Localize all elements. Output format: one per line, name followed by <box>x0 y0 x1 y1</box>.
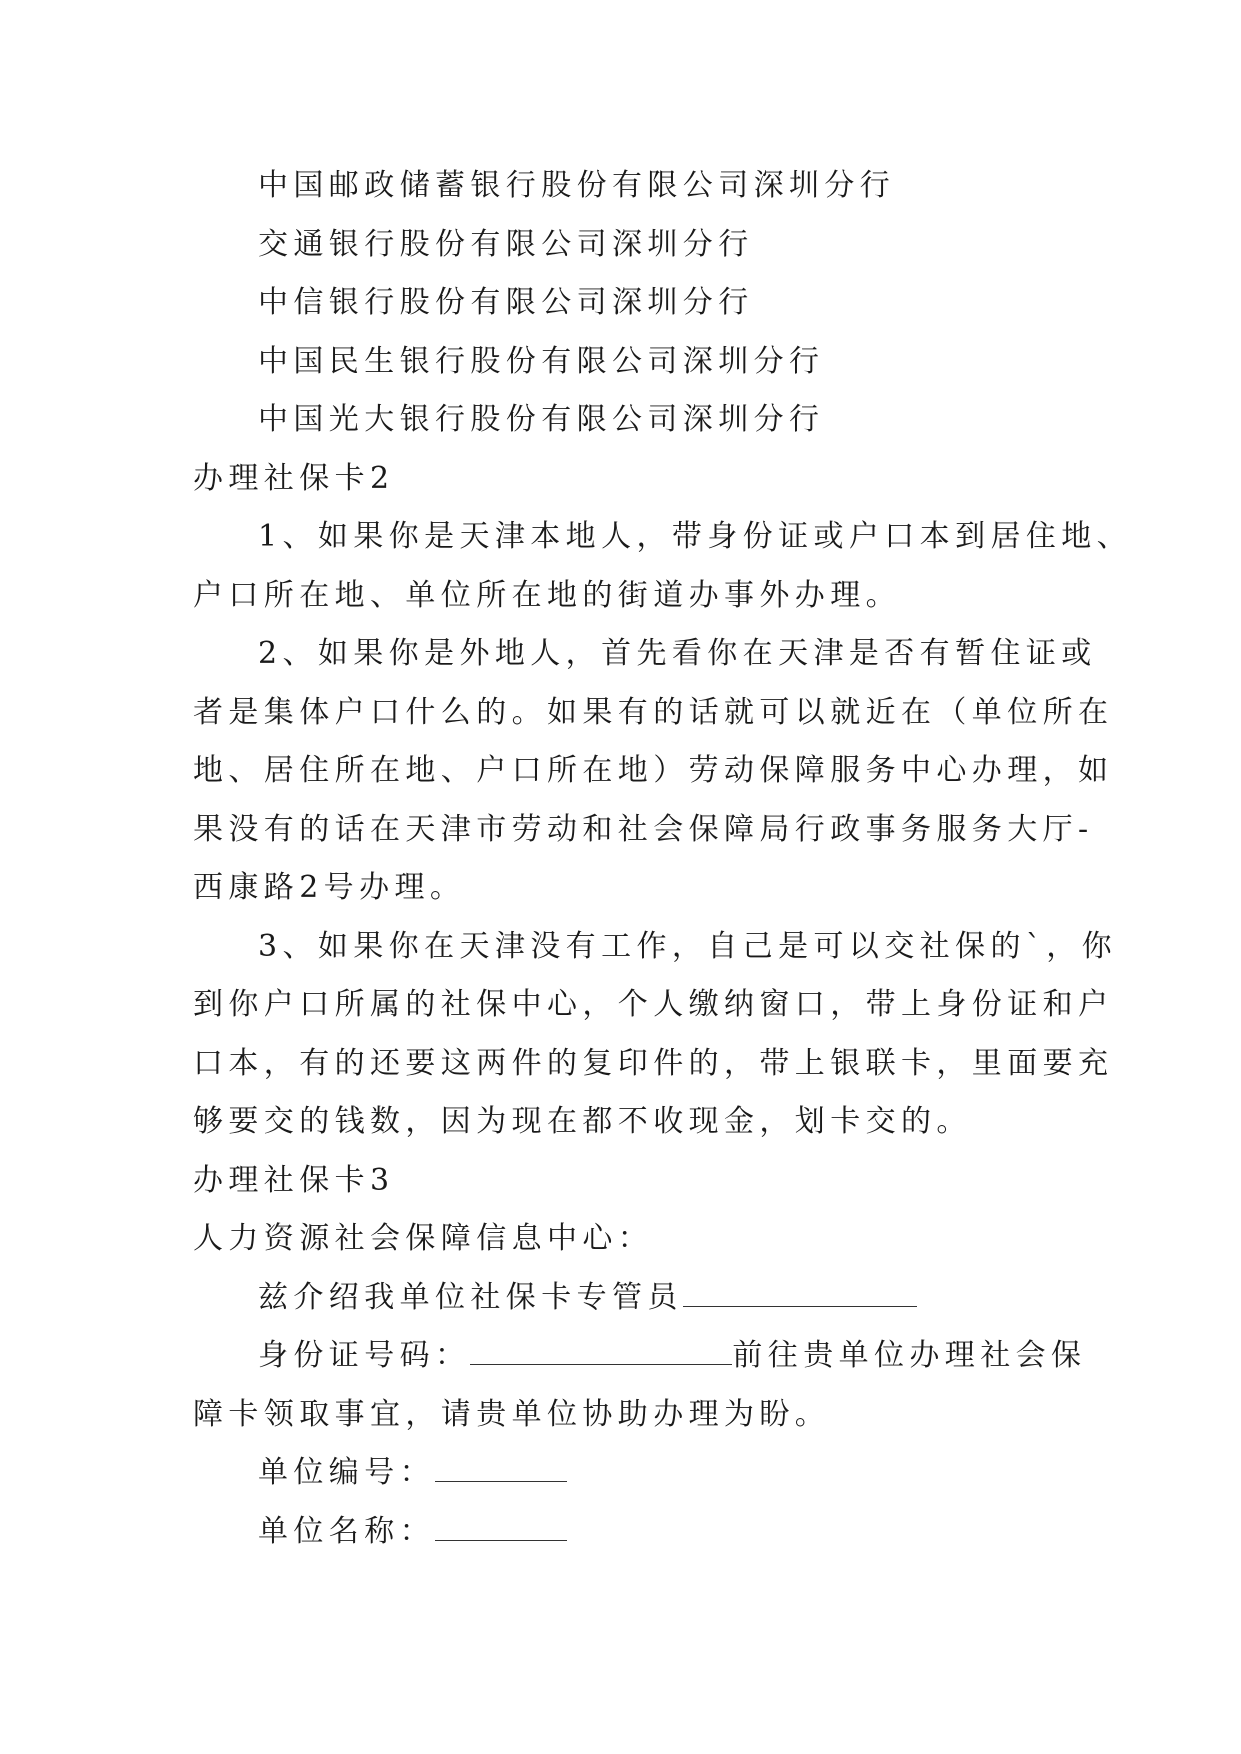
bank-name: 中国民生银行股份有限公司深圳分行 <box>258 343 825 379</box>
id-number-blank <box>470 1363 732 1365</box>
document-body <box>193 157 1133 1561</box>
unit-number-line <box>193 1444 1053 1503</box>
letter-salutation: 人力资源社会保障信息中心： <box>193 1221 654 1256</box>
id-number-line <box>193 1327 1087 1386</box>
paragraph-line: 够要交的钱数，因为现在都不收现金，划卡交的。 <box>193 1104 972 1139</box>
bank-name: 交通银行股份有限公司深圳分行 <box>258 226 754 262</box>
unit-name-label: 单位名称： <box>258 1513 435 1549</box>
unit-name-line <box>193 1503 1053 1562</box>
paragraph-line: 果没有的话在天津市劳动和社会保障局行政事务服务大厅- <box>193 811 1094 847</box>
paragraph-line: 障卡领取事宜，请贵单位协助办理为盼。 <box>193 1396 831 1432</box>
paragraph <box>193 508 1133 625</box>
paragraph-line: 口本，有的还要这两件的复印件的，带上银联卡，里面要充 <box>193 1045 1114 1081</box>
paragraph-line: 3、如果你在天津没有工作，自己是可以交社保的`，你 <box>258 928 1118 964</box>
bank-name: 中国邮政储蓄银行股份有限公司深圳分行 <box>258 168 896 203</box>
paragraph-line: 西康路2号办理。 <box>193 870 466 905</box>
unit-number-label: 单位编号： <box>258 1455 435 1490</box>
paragraph-line: 2、如果你是外地人，首先看你在天津是否有暂住证或 <box>258 636 1097 671</box>
unit-number-blank <box>435 1480 567 1482</box>
paragraph-line: 地、居住所在地、户口所在地）劳动保障服务中心办理，如 <box>193 753 1114 788</box>
unit-name-blank <box>435 1539 567 1541</box>
bank-name: 中国光大银行股份有限公司深圳分行 <box>258 402 825 437</box>
staff-name-blank <box>683 1305 917 1307</box>
id-number-label: 身份证号码： <box>258 1338 471 1373</box>
bank-name: 中信银行股份有限公司深圳分行 <box>258 285 754 320</box>
paragraph-line: 到你户口所属的社保中心，个人缴纳窗口，带上身份证和户 <box>193 987 1114 1022</box>
paragraph-line: 者是集体户口什么的。如果有的话就可以就近在（单位所在 <box>193 694 1114 730</box>
paragraph <box>193 918 1118 1152</box>
id-number-tail: 前往贵单位办理社会保 <box>732 1338 1087 1373</box>
section-heading: 办理社保卡3 <box>193 1162 395 1198</box>
section-heading: 办理社保卡2 <box>193 460 395 496</box>
introduction-line <box>193 1269 1053 1328</box>
paragraph-line: 1、如果你是天津本地人，带身份证或户口本到居住地、 <box>258 519 1133 554</box>
introduction-label: 兹介绍我单位社保卡专管员 <box>258 1279 683 1315</box>
paragraph-line: 户口所在地、单位所在地的街道办事外办理。 <box>193 577 901 613</box>
paragraph <box>193 625 1114 918</box>
